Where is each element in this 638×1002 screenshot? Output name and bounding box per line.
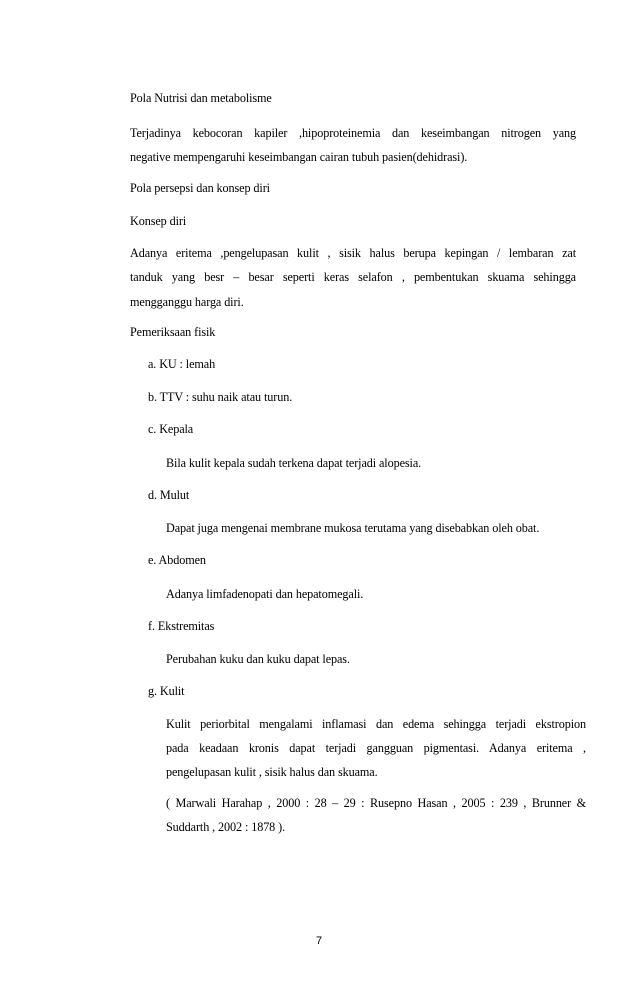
skin-line-1: Kulit periorbital mengalami inflamasi dan edema sehingga terjadi ekstropion: [166, 717, 586, 731]
exam-item-vital-signs: b. TTV : suhu naik atau turun.: [148, 390, 293, 404]
citation-line-1: ( Marwali Harahap , 2000 : 28 – 29 : Rusepno Hasan , 2005 : 239 , Brunner &: [166, 796, 586, 810]
page-number: 7: [315, 935, 323, 947]
self-concept-line-3: mengganggu harga diri.: [130, 295, 244, 309]
skin-line-3: pengelupasan kulit , sisik halus dan skuama.: [166, 765, 378, 779]
exam-item-abdomen: e. Abdomen: [148, 553, 206, 567]
self-concept-line-1: Adanya eritema ,pengelupasan kulit , sisik halus berupa kepingan / lembaran zat: [130, 246, 576, 260]
citation-line-2: Suddarth , 2002 : 1878 ).: [166, 820, 286, 834]
exam-item-general-condition: a. KU : lemah: [148, 357, 216, 371]
nutrition-line-1: Terjadinya kebocoran kapiler ,hipoproteinemia dan keseimbangan nitrogen yang: [130, 126, 576, 140]
exam-item-mouth-body: Dapat juga mengenai membrane mukosa terutama yang disebabkan oleh obat.: [166, 521, 540, 535]
exam-item-head: c. Kepala: [148, 422, 194, 436]
physical-exam-heading: Pemeriksaan fisik: [130, 325, 216, 339]
self-concept-line-2: tanduk yang besr – besar seperti keras selafon , pembentukan skuama sehingga: [130, 270, 576, 284]
self-concept-heading: Konsep diri: [130, 214, 187, 228]
exam-item-mouth: d. Mulut: [148, 488, 190, 502]
skin-line-2: pada keadaan kronis dapat terjadi gangguan pigmentasi. Adanya eritema ,: [166, 741, 586, 755]
exam-item-head-body: Bila kulit kepala sudah terkena dapat terjadi alopesia.: [166, 456, 422, 470]
nutrition-heading: Pola Nutrisi dan metabolisme: [130, 91, 272, 105]
nutrition-line-2: negative mempengaruhi keseimbangan cairan tubuh pasien(dehidrasi).: [130, 150, 468, 164]
exam-item-extremities: f. Ekstremitas: [148, 619, 215, 633]
exam-item-skin: g. Kulit: [148, 684, 185, 698]
exam-item-abdomen-body: Adanya limfadenopati dan hepatomegali.: [166, 587, 364, 601]
perception-heading: Pola persepsi dan konsep diri: [130, 181, 270, 195]
exam-item-extremities-body: Perubahan kuku dan kuku dapat lepas.: [166, 652, 350, 666]
